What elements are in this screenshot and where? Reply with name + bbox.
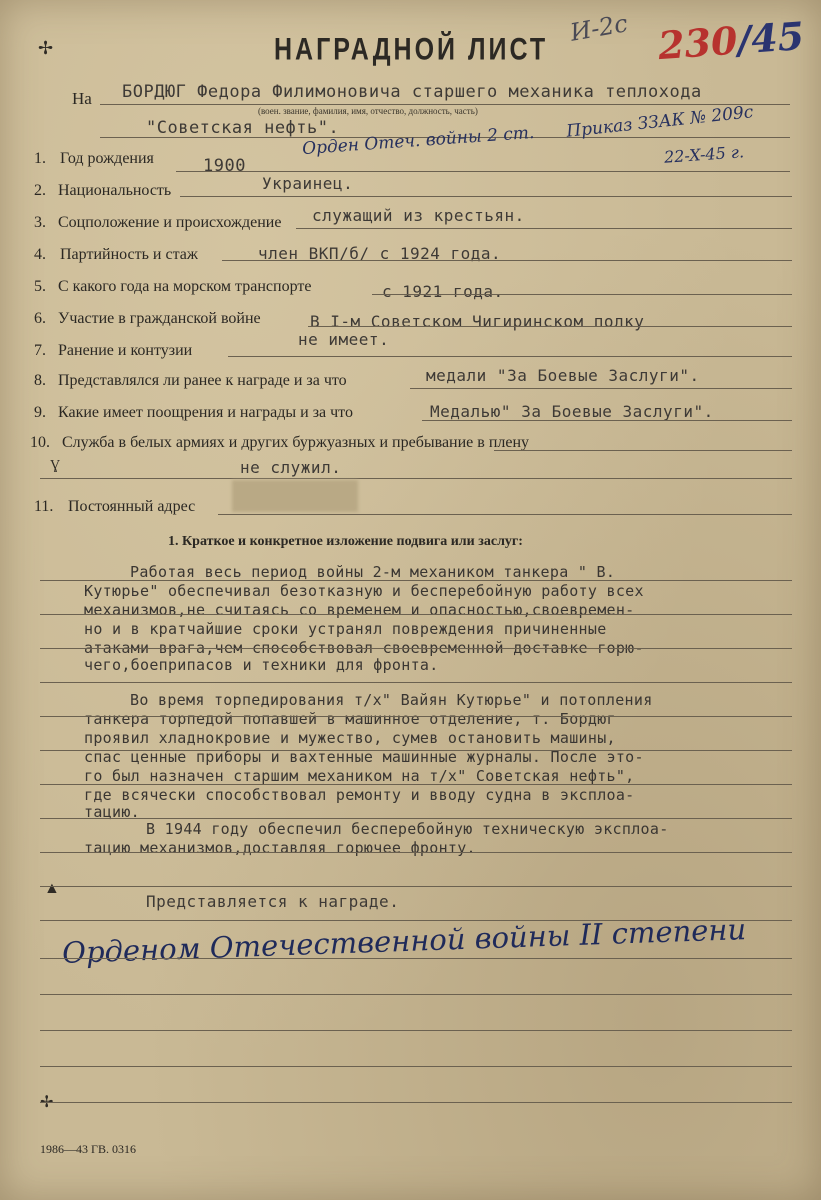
field-label-awards: Какие имеет поощрения и награды и за что [58,404,353,421]
summary-line: тацию механизмов,доставляя горючее фронту. [84,839,476,857]
presented-line: Представляется к награде. [146,892,400,911]
field-number: 10. [30,434,50,451]
field-number: 1. [34,150,46,167]
page-title: НАГРАДНОЙ ЛИСТ [274,32,549,67]
handwritten-award-note: Орден Отеч. войны 2 ст. [301,122,535,160]
summary-heading: 1. Краткое и конкретное изложение подвига или заслуг: [168,534,523,549]
hole-punch-mark: ▲ [44,880,60,897]
field-value-nationality: Украинец. [262,174,354,193]
summary-line: Работая весь период войны 2-м механиком танкера " В. [130,563,616,581]
summary-line: Кутюрье" обеспечивал безотказную и бесперебойную работу всех [84,582,644,600]
summary-line: проявил хладнокровие и мужество, сумев остановить машины, [84,729,616,747]
field-number: 9. [34,404,46,421]
summary-line: чего,боеприпасов и техники для фронта. [84,656,439,674]
name-field-caption: (воен. звание, фамилия, имя, отчество, должность, часть) [258,106,478,116]
field-label-nationality: Национальность [58,182,172,199]
summary-line: где всячески способствовал ремонту и вводу судна в эксплоа- [84,786,635,804]
field-value-maritime: с 1921 года. [382,282,504,301]
field-number: 3. [34,214,46,231]
summary-line: но и в кратчайшие сроки устранял повреждения причиненные [84,620,607,638]
field-value-party: член ВКП/б/ с 1924 года. [258,244,502,263]
field-number: 8. [34,372,46,389]
hole-punch-mark: ✢ [40,1094,54,1111]
redacted-address [232,480,358,512]
summary-line: танкера торпедой попавшей в машинное отделение, т. Бордюг [84,710,616,728]
field-number: 6. [34,310,46,327]
handwritten-number-suffix: /45 [735,12,806,63]
field-value-wounds: не имеет. [298,330,390,349]
handwritten-award: Орденом Отечественной войны II степени [61,912,747,970]
field-value-white-army: не служил. [240,458,342,477]
handwritten-order-date: 22-X-45 г. [663,142,745,167]
field-label-maritime: С какого года на морском транспорте [58,278,312,295]
handwritten-order-note: Приказ ЗЗАК № 209с [565,102,755,142]
hole-punch-mark: ✢ [38,38,54,58]
field-label-address: Постоянный адрес [68,498,196,515]
field-label-white-army: Служба в белых армиях и других буржуазных и пребывание в плену [62,434,530,451]
field-number: 5. [34,278,46,295]
summary-line: атаками врага,чем способствовал своевременной доставке горю- [84,639,644,657]
field-label-wounds: Ранение и контузии [58,342,193,359]
na-label: На [72,89,92,108]
pencil-mark: Ɣ [50,458,61,473]
ship-line: "Советская нефть". [146,118,340,138]
field-value-prev-award: медали "За Боевые Заслуги". [426,366,700,385]
field-value-social: служащий из крестьян. [312,206,525,225]
summary-line: Во время торпедирования т/х" Вайян Кутюрье" и потопления [130,691,653,709]
print-code: 1986—43 ГВ. 0316 [40,1142,136,1156]
field-label-party: Партийность и стаж [60,246,198,263]
field-number: 4. [34,246,46,263]
recipient-name-line: БОРДЮГ Федора Филимоновича старшего механика теплохода [122,82,702,102]
field-label-birth-year: Год рождения [60,150,154,167]
field-label-civil-war: Участие в гражданской войне [58,310,261,327]
field-number: 7. [34,342,46,359]
field-value-civil-war: В I-м Советском Чигиринском полку [310,312,645,331]
summary-line: спас ценные приборы и вахтенные машинные журналы. После это- [84,748,644,766]
field-value-awards: Медалью" За Боевые Заслуги". [430,402,714,421]
summary-line: механизмов,не считаясь со временем и опасностью,своевремен- [84,601,635,619]
field-value-birth-year: 1900 [203,156,246,176]
summary-line: тацию. [84,803,140,821]
field-label-social: Соцположение и происхождение [58,214,282,231]
summary-line: В 1944 году обеспечил бесперебойную техническую эксплоа- [146,820,669,838]
handwritten-number: 230/45 [656,12,806,69]
field-number: 2. [34,182,46,199]
handwritten-corner-code: И-2с [568,9,630,47]
field-label-prev-award: Представлялся ли ранее к награде и за что [58,372,347,389]
field-number: 11. [34,498,54,515]
summary-line: го был назначен старшим механиком на т/х" Советская нефть", [84,767,635,785]
